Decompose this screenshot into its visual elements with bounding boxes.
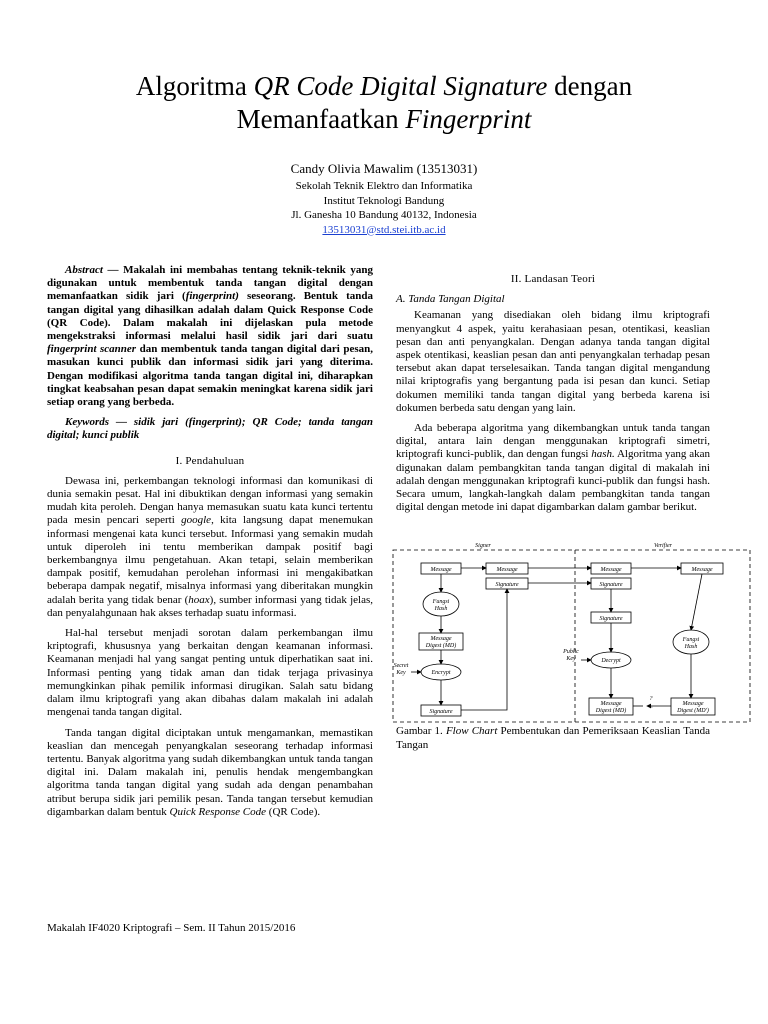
title-text: Algoritma [135,71,254,101]
italic-text: hash. [591,448,615,461]
fungsi-label: Fungsi [682,637,700,644]
abstract-text: seseorang. Bentuk tanda tangan digital yang dihasilkan adalah dalam Quick Response Code (QR Code). Dalam makalah ini dijelaskan pula metode mengekstraksi informasi melalui hasil sidik jari dari suatu [47,290,373,343]
text: , kita langsung dapat menemukan informasi mengenai kata kunci tersebut. Informasi yang semakin mudah untuk diperoleh ini tentu memberikan dampak positif bagi berkembangnya ilmu pengetahuan. Akan tetapi, selain memberikan dampak positif, kemudahan perolehan informasi ini mengakibatkan beberapa dampak negatif, misalnya informasi yang diberitakan mungkin adalah berita yang tidak benar ( [47,514,374,606]
text: Algoritma yang akan digunakan dalam pembangkitan tanda tangan digital di makalah ini adalah dengan menggunakan kriptografi kunci-publik dan fungsi hash. Secara umum, langkah-langkah dalam pembangkitan tanda tangan digital dengan metode ini dapat digambarkan dalam gambar berikut. [396,448,710,514]
paper-title [0,70,768,136]
title-italic: Fingerprint [405,104,532,134]
keywords: Keywords — sidik jari (fingerprint); QR Code; tanda tangan digital; kunci publik [47,416,373,442]
figure-flowchart [391,542,753,724]
title-text: dengan [547,71,633,101]
fungsi-label: Fungsi [432,599,450,606]
paragraph [47,475,373,620]
paragraph: Keamanan yang disediakan oleh bidang ilmu kriptografi menyangkut 4 aspek, yaitu kerahasiaan pesan, otentikasi, keaslian pesan dan anti penyangkalan. Dengan adanya tanda tangan digital aspek otentikasi, keaslian pesan dan anti penyangkalan terhadap pesan tersebut akan dapat terselesaikan. Tanda tangan digital mengandung nilai kriptografis yang bergantung pada isi pesan dan kunci. Setiap dokumen memiliki tanda tangan digital yang berbeda karena isi dokumen berbeda satu dengan yang lain. [396,309,710,414]
encrypt-label: Encrypt [431,670,451,677]
secret-key-label: Secret [393,663,409,670]
paragraph [47,727,373,819]
figure-caption [396,724,710,752]
affiliation-school: Sekolah Teknik Elektro dan Informatika [295,180,473,192]
message-label: Message [600,567,622,574]
section-heading-landasan-teori: II. Landasan Teori [510,273,596,285]
text: Dewasa ini, perkembangan teknologi informasi dan komunikasi di dunia semakin pesat. Hal ini dibuktikan dengan informasi yang semakin mudah kita peroleh. Dengan hanya memasukan suatu kata kunci tertentu pada mesin pencari seperti [47,474,373,527]
message-label: Message [691,567,713,574]
abstract-label: Abstract [65,264,103,276]
text: ), sumber informasi yang tidak jelas, dan penyalahgunaan hak akses terhadap suatu informasi. [47,593,373,619]
signature-label: Signature [429,709,453,716]
author-name: Candy Olivia Mawalim (13513031) [290,161,478,176]
digest-label: Digest (MD) [425,643,457,650]
text: (QR Code). [266,805,321,818]
affiliation-address: Jl. Ganesha 10 Bandung 40132, Indonesia [291,209,477,221]
abstract [47,264,373,409]
hash-label: Hash [434,606,448,613]
title-text: Memanfaatkan [236,104,406,134]
italic-text: Quick Response Code [169,805,267,818]
email-link[interactable]: 13513031@std.stei.itb.ac.id [322,223,446,236]
message-label: Message [430,567,452,574]
digest-label: Message [600,701,622,708]
digest-label: Message [430,636,452,643]
abstract-text: Makalah ini membahas tentang teknik-teknik yang digunakan untuk membentuk tanda tangan digital dengan memanfaatkan sidik jari ( [47,264,374,303]
italic-text: hoax [188,593,210,606]
abstract-italic: fingerprint) [185,290,239,303]
signer-label: Signer [475,543,491,550]
caption-text: Gambar 1. [396,725,446,738]
verifier-label: Verifier [654,543,672,550]
title-italic: QR Code Digital Signature [253,71,548,101]
page-footer: Makalah IF4020 Kriptografi – Sem. II Tahun 2015/2016 [47,922,296,934]
flowchart-svg [391,542,753,724]
caption-italic: Flow Chart [445,725,498,738]
paragraph [396,422,710,514]
title-line-1 [0,70,768,103]
subsection-heading: A. Tanda Tangan Digital [396,293,505,306]
signature-label: Signature [599,582,623,589]
digest-label: Message [682,701,704,708]
text: Tanda tangan digital diciptakan untuk mengamankan, memastikan keaslian dan mencegah penyangkalan seseorang terhadap informasi tertentu. Banyak algoritma yang sudah dikembangkan untuk tanda tangan digital ini. Dalam makalah ini, penulis hendak mengembangkan algoritma tanda tangan digital yang sudah ada dengan penambahan atribut berupa sidik jari pemilik pesan. Tanda tangan tersebut kemudian digambarkan dalam bentuk [47,726,373,818]
italic-text: google [181,514,212,527]
section-heading-pendahuluan: I. Pendahuluan [175,454,245,467]
text: Ada beberapa algoritma yang dikembangkan untuk tanda tangan digital, antara lain dengan menggunakan kriptografi simetri, kriptografi kunci-publik, dan dengan fungsi [396,422,710,461]
left-column [47,264,373,826]
digest-label: Digest (MD) [595,708,627,715]
public-key-label: Key [566,656,576,663]
public-key-label: Public [563,649,579,656]
secret-key-label: Key [396,670,406,677]
abstract-italic: fingerprint scanner [47,343,137,356]
affiliation-institute: Institut Teknologi Bandung [323,194,445,207]
caption-text: Pembentukan dan Pemeriksaan Keaslian Tanda Tangan [396,725,710,752]
compare-equals-label: = [648,705,654,712]
decrypt-label: Decrypt [601,658,621,665]
digest-label: Digest (MD') [677,708,709,715]
paragraph: Hal-hal tersebut menjadi sorotan dalam perkembangan ilmu kriptografi, khususnya yang berkaitan dengan keamanan informasi. Keamanan menjadi hal yang sangat penting untuk diperhatikan saat ini. Informasi penting yang tidak aman dan tidak terjaga privasinya memungkinkan pihak pemilik informasi dirugikan. Salah satu bidang dalam ilmu kriptografi yang akan dibahas dalam makalah ini adalah mengenai tanda tangan digital. [47,627,373,719]
right-column [393,273,713,759]
abstract-sep: — [102,264,124,276]
signature-label: Signature [495,582,519,589]
compare-question-label: ? [649,696,653,703]
message-label: Message [496,567,518,574]
signature-label: Signature [599,616,623,623]
abstract-text: dan membentuk tanda tangan digital dari pesan, masukan kunci publik dan informasi sidik jari yang diterima. Dengan modifikasi algoritma tanda tangan digital ini, diharapkan tingkat keabsahan pesan dapat semakin meningkat karena sidik jari setiap orang yang berbeda. [47,343,373,409]
hash-label: Hash [684,644,698,651]
affiliation [0,179,768,237]
title-line-2 [0,103,768,136]
